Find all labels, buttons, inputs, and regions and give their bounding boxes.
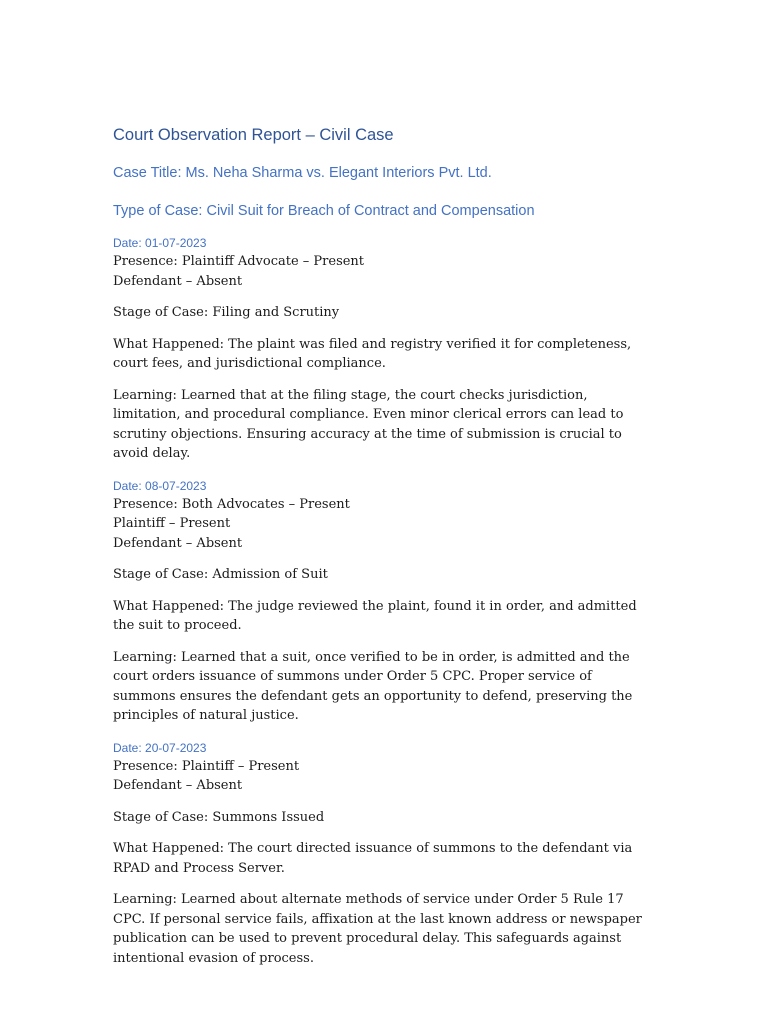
hearing-date: Date: 08-07-2023 bbox=[113, 478, 207, 493]
stage-of-case: Stage of Case: Summons Issued bbox=[113, 809, 325, 825]
stage-of-case: Stage of Case: Filing and Scrutiny bbox=[113, 305, 340, 320]
presence-line: Presence: Both Advocates – Present bbox=[113, 496, 350, 512]
presence-line: Presence: Plaintiff – Present bbox=[113, 758, 300, 774]
learning: Learning: Learned that at the filing stage, the court checks jurisdiction, limitation, and procedural compliance. Even minor clerical errors can lead to scrutiny objections. Ensuring accuracy at the time of submission is crucial to avoid delay. bbox=[113, 387, 624, 461]
presence-line: Defendant – Absent bbox=[113, 535, 243, 551]
presence-line: Presence: Plaintiff Advocate – Present bbox=[113, 254, 365, 269]
hearing-date: Date: 01-07-2023 bbox=[113, 236, 207, 250]
hearing-entry bbox=[113, 234, 658, 464]
presence-line: Defendant – Absent bbox=[113, 778, 243, 793]
hearing-entry bbox=[113, 477, 658, 726]
hearing-entry bbox=[113, 739, 658, 969]
case-title: Case Title: Ms. Neha Sharma vs. Elegant Interiors Pvt. Ltd. bbox=[113, 165, 492, 181]
stage-of-case: Stage of Case: Admission of Suit bbox=[113, 567, 328, 582]
case-type: Type of Case: Civil Suit for Breach of Contract and Compensation bbox=[113, 203, 535, 219]
presence-line: Plaintiff – Present bbox=[113, 516, 231, 531]
learning: Learning: Learned that a suit, once verified to be in order, is admitted and the court orders issuance of summons under Order 5 CPC. Proper service of summons ensures the defendant gets an opportunity to defend, preserving the principles of natural justice. bbox=[113, 649, 633, 723]
learning: Learning: Learned about alternate methods of service under Order 5 Rule 17 CPC. If personal service fails, affixation at the last known address or newspaper publication can be used to prevent procedural delay. This safeguards against intentional evasion of process. bbox=[113, 892, 642, 966]
hearing-date: Date: 20-07-2023 bbox=[113, 740, 207, 755]
what-happened: What Happened: The court directed issuance of summons to the defendant via RPAD and Process Server. bbox=[113, 841, 633, 876]
what-happened: What Happened: The plaint was filed and registry verified it for completeness, court fees, and jurisdictional compliance. bbox=[113, 336, 632, 371]
report-title: Court Observation Report – Civil Case bbox=[113, 126, 394, 144]
presence-line: Defendant – Absent bbox=[113, 273, 243, 289]
document-page bbox=[113, 124, 658, 981]
what-happened: What Happened: The judge reviewed the plaint, found it in order, and admitted the suit to proceed. bbox=[113, 598, 637, 633]
